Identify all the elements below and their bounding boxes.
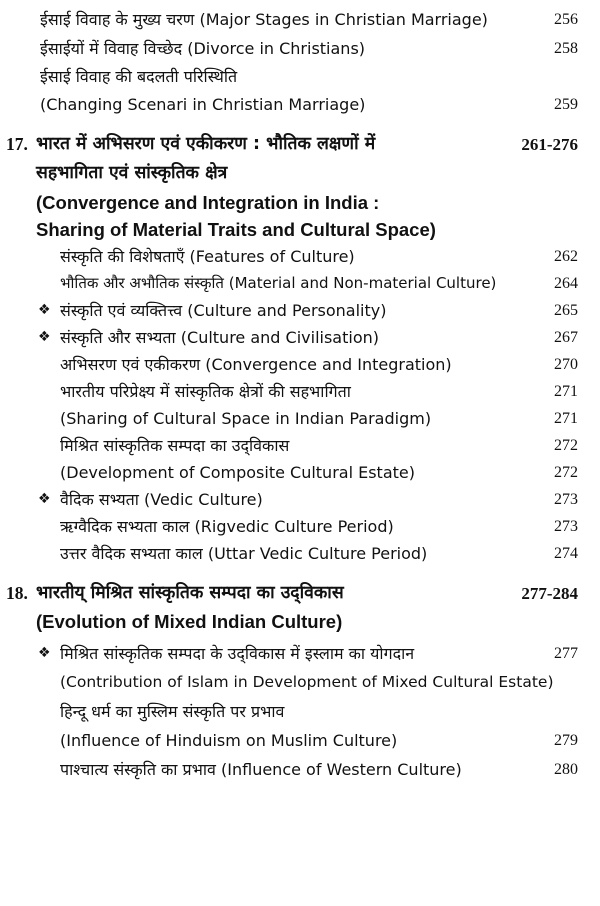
toc-entry-page: 272	[554, 437, 578, 454]
diamond-bullet-icon: ❖	[38, 491, 51, 507]
diamond-bullet-icon: ❖	[38, 329, 51, 345]
chapter-heading-line	[0, 608, 600, 635]
chapter-title-english: (Evolution of Mixed Indian Culture)	[36, 611, 343, 632]
toc-entry-page: 265	[554, 302, 578, 319]
toc-entry-page: 277	[554, 645, 578, 662]
toc-entry-title: भौतिक और अभौतिक संस्कृति (Material and Non-material Culture)	[60, 274, 497, 292]
toc-entry	[0, 324, 600, 351]
toc-entry-title: ईसाई विवाह के मुख्य चरण (Major Stages in Christian Marriage)	[40, 10, 488, 29]
chapter-title-english: (Convergence and Integration in India :	[36, 192, 380, 213]
toc-entry-page: 264	[554, 275, 578, 292]
toc-entry	[0, 540, 600, 567]
toc-entry-page: 271	[554, 383, 578, 400]
toc-entry	[0, 35, 600, 62]
toc-entry-title: ईसाईयों में विवाह विच्छेद (Divorce in Christians)	[40, 39, 366, 58]
toc-entry-title: उत्तर वैदिक सभ्यता काल (Uttar Vedic Culture Period)	[60, 544, 428, 563]
toc-entry-title: ऋग्वैदिक सभ्यता काल (Rigvedic Culture Period)	[60, 517, 394, 536]
toc-entry-page: 256	[554, 11, 578, 28]
toc-entry	[0, 669, 600, 696]
toc-entry-title: (Contribution of Islam in Development of Mixed Cultural Estate)	[60, 673, 554, 691]
toc-entry	[0, 63, 600, 90]
toc-entry-page: 259	[554, 96, 578, 113]
toc-entry	[0, 513, 600, 540]
chapter-title-hindi: भारत में अभिसरण एवं एकीकरण : भौतिक लक्षणों में	[36, 134, 376, 154]
chapter-heading-line	[0, 160, 600, 187]
toc-entry	[0, 486, 600, 513]
toc-entry-title: संस्कृति की विशेषताएँ (Features of Culture)	[60, 247, 355, 266]
toc-entry-title: ईसाई विवाह की बदलती परिस्थिति	[40, 67, 238, 86]
toc-entry	[0, 698, 600, 725]
toc-entry	[0, 6, 600, 33]
toc-entry	[0, 91, 600, 118]
diamond-bullet-icon: ❖	[38, 645, 51, 661]
toc-entry	[0, 432, 600, 459]
toc-entry-title: (Changing Scenari in Christian Marriage)	[40, 95, 366, 114]
toc-entry-page: 274	[554, 545, 578, 562]
chapter-heading-line	[0, 216, 600, 243]
chapter-title-hindi: भारतीय् मिश्रित सांस्कृतिक सम्पदा का उद्‌विकास	[36, 583, 344, 603]
toc-entry-page: 280	[554, 761, 578, 778]
toc-entry-page: 273	[554, 518, 578, 535]
toc-entry-page: 270	[554, 356, 578, 373]
toc-entry	[0, 297, 600, 324]
chapter-page-range: 277-284	[521, 584, 578, 603]
diamond-bullet-icon: ❖	[38, 302, 51, 318]
chapter-title-english: Sharing of Material Traits and Cultural Space)	[36, 219, 436, 240]
toc-entry-page: 273	[554, 491, 578, 508]
toc-entry-title: (Sharing of Cultural Space in Indian Paradigm)	[60, 409, 432, 428]
toc-entry-page: 279	[554, 732, 578, 749]
toc-entry-title: वैदिक सभ्यता (Vedic Culture)	[60, 490, 263, 509]
toc-entry	[0, 640, 600, 667]
toc-entry	[0, 378, 600, 405]
chapter-heading-line	[0, 189, 600, 216]
toc-entry-title: संस्कृति एवं व्यक्तित्त्व (Culture and Personality)	[60, 301, 387, 320]
toc-entry-title: (Development of Composite Cultural Estate)	[60, 463, 415, 482]
toc-entry-title: अभिसरण एवं एकीकरण (Convergence and Integration)	[60, 355, 452, 374]
toc-entry	[0, 756, 600, 783]
chapter-title-hindi: सहभागिता एवं सांस्कृतिक क्षेत्र	[36, 163, 228, 183]
toc-entry-page: 267	[554, 329, 578, 346]
toc-entry-title: हिन्दू धर्म का मुस्लिम संस्कृति पर प्रभाव	[60, 702, 285, 721]
toc-entry-title: (Influence of Hinduism on Muslim Culture)	[60, 731, 398, 750]
toc-entry-page: 258	[554, 40, 578, 57]
toc-entry-title: भारतीय परिप्रेक्ष्य में सांस्कृतिक क्षेत्रों की सहभागिता	[60, 382, 351, 401]
toc-entry-title: संस्कृति और सभ्यता (Culture and Civilisation)	[60, 328, 379, 347]
chapter-number: 18.	[6, 583, 28, 603]
chapter-number: 17.	[6, 134, 28, 154]
toc-entry-title: मिश्रित सांस्कृतिक सम्पदा का उद्‌विकास	[60, 436, 290, 455]
toc-entry	[0, 270, 600, 297]
toc-entry	[0, 727, 600, 754]
chapter-heading	[0, 580, 600, 607]
toc-entry-title: मिश्रित सांस्कृतिक सम्पदा के उद्‌विकास में इस्लाम का योगदान	[60, 644, 415, 663]
toc-entry-page: 272	[554, 464, 578, 481]
toc-entry	[0, 405, 600, 432]
toc-entry	[0, 459, 600, 486]
chapter-page-range: 261-276	[521, 135, 578, 154]
toc-entry-page: 271	[554, 410, 578, 427]
chapter-heading	[0, 131, 600, 158]
toc-entry-page: 262	[554, 248, 578, 265]
toc-entry-title: पाश्चात्य संस्कृति का प्रभाव (Influence of Western Culture)	[60, 760, 462, 779]
toc-entry	[0, 243, 600, 270]
toc-entry	[0, 351, 600, 378]
